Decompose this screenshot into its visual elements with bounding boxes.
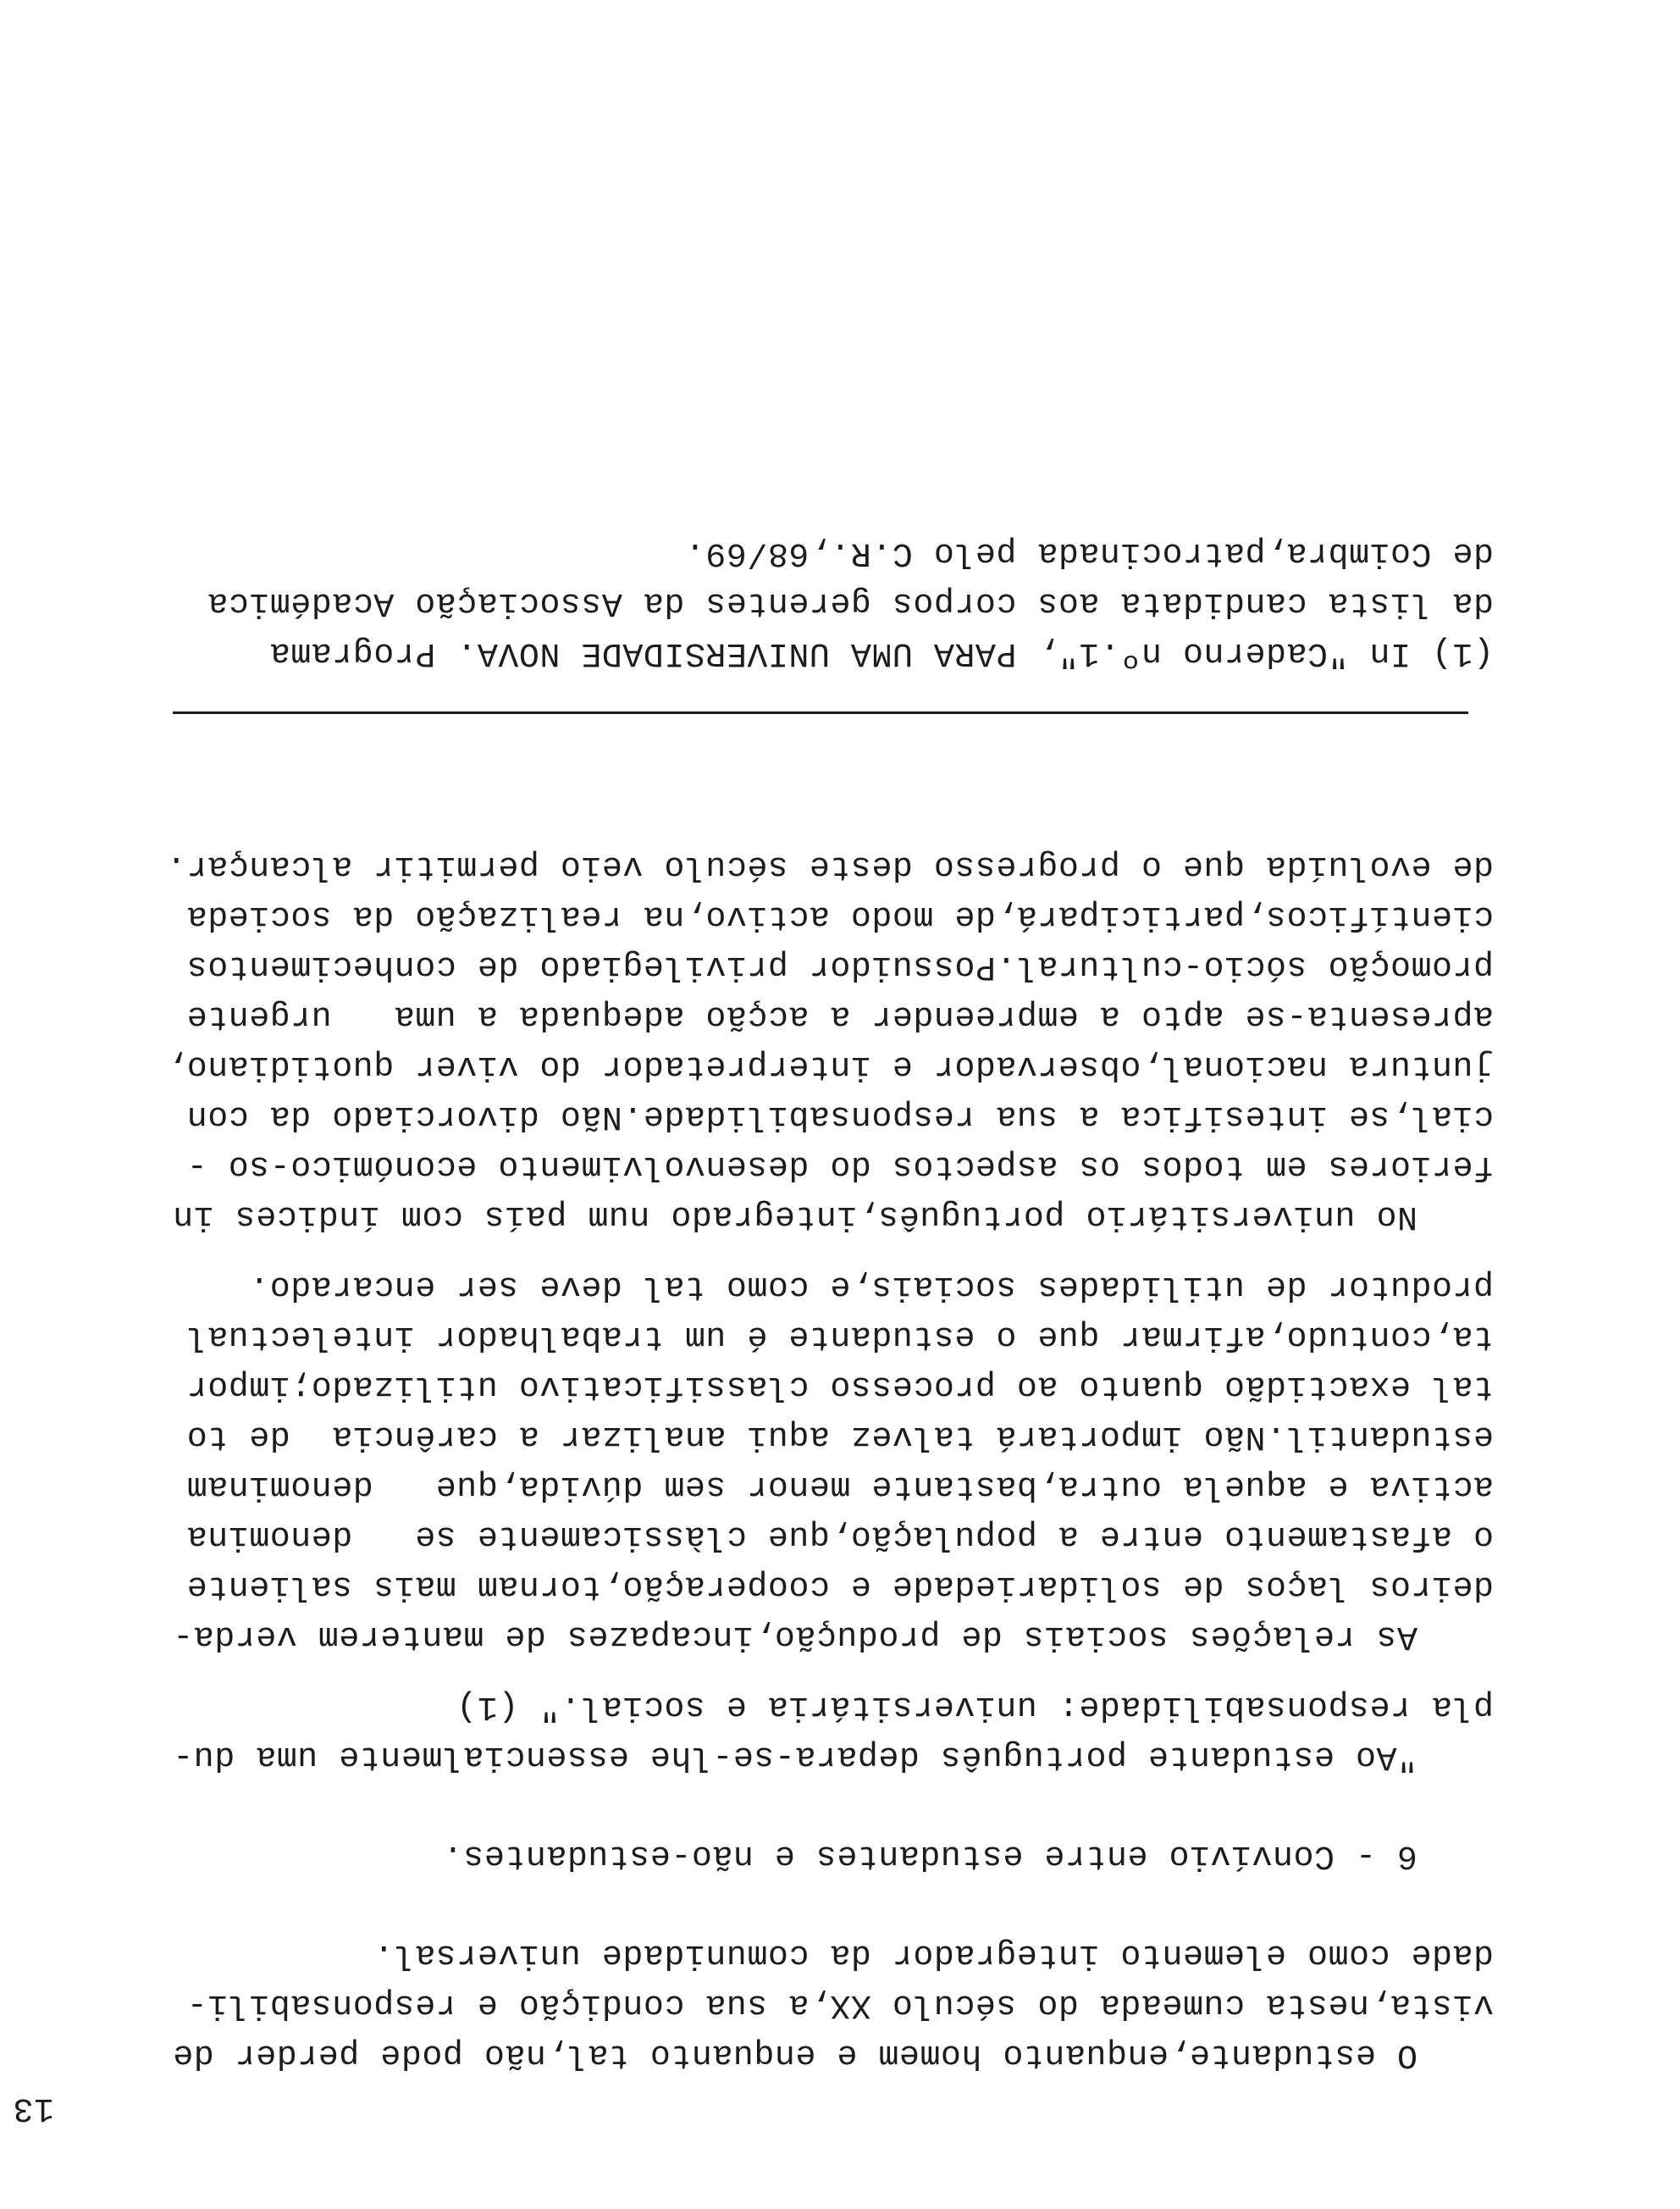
text-line: tal exactidão quanto ao processo classificativo utilizado;impor xyxy=(186,1367,1494,1405)
text-line: "Ao estudante português depara-se-lhe essencialmente uma du- xyxy=(172,1737,1418,1775)
paragraph-intro xyxy=(29,1929,1494,2079)
page-content xyxy=(12,528,1494,2133)
text-line: produtor de utilidades sociais,e como tal deve ser encarado. xyxy=(248,1267,1494,1305)
text-line: estudantil.Não importará talvez aqui analizar a carência de to xyxy=(186,1417,1494,1455)
text-line: juntura nacional,observador e interpretador do viver quotidiano, xyxy=(165,1047,1494,1085)
paragraph-relations xyxy=(29,1261,1494,1661)
footnote xyxy=(29,528,1494,678)
text-line: científicos,participará,de modo activo,na realização da socieda xyxy=(186,897,1494,935)
text-line: deiros laços de solidariedade e cooperação,tornam mais saliente xyxy=(186,1567,1494,1605)
text-line: apresenta-se apto a empreender a acção adequada a uma urgente xyxy=(186,997,1494,1035)
text-line: de evoluída que o progresso deste século veio permitir alcançar. xyxy=(165,847,1494,885)
text-line: O estudante,enquanto homem e enquanto tal,não pode perder de xyxy=(172,2035,1418,2073)
text-line: ta,contudo,afirmar que o estudante é um trabalhador intelectual xyxy=(186,1317,1494,1355)
text-line: promoção sócio-cultural.Possuidor privilegiado de conhecimentos xyxy=(186,947,1494,985)
text-line: dade como elemento integrador da comunidade universal. xyxy=(373,1935,1494,1974)
text-line: No universitário português,integrado num país com índices in xyxy=(172,1197,1418,1235)
footnote-divider xyxy=(173,711,1468,714)
footnote-line: de Coimbra,patrocinada pelo C.R.,68/69. xyxy=(684,534,1494,572)
text-line: o afastamento entre a população,que clàssicamente se denomina xyxy=(186,1517,1494,1555)
quote-paragraph xyxy=(29,1681,1494,1781)
text-line: vista,nesta cumeada do século XX,a sua condição e responsabili- xyxy=(186,1985,1494,2024)
text-line: cial,se intesifica a sua responsabilidade.Não divorciado da con xyxy=(186,1097,1494,1135)
footnote-line: (1) In "Caderno nº.1", PARA UMA UNIVERSIDADE NOVA. Programa xyxy=(269,634,1494,672)
text-line: activa e aquela outra,bastante menor sem dúvida,que denominam xyxy=(186,1467,1494,1505)
section-heading xyxy=(29,1830,1494,1880)
text-line: feriores em todos os aspectos do desenvolvimento económico-so - xyxy=(186,1147,1494,1185)
text-line: As relações sociais de produção,incapazes de manterem verda- xyxy=(172,1617,1418,1655)
text-line: pla responsabilidade: universitária e social." (1) xyxy=(456,1687,1494,1725)
section-heading-text: 6 - Convívio entre estudantes e não-estudantes. xyxy=(442,1836,1418,1874)
footnote-line: da lista candidata aos corpos gerentes da Associação Académica xyxy=(207,584,1494,622)
page-number: 13 xyxy=(12,2089,54,2127)
paragraph-university xyxy=(29,841,1494,1241)
